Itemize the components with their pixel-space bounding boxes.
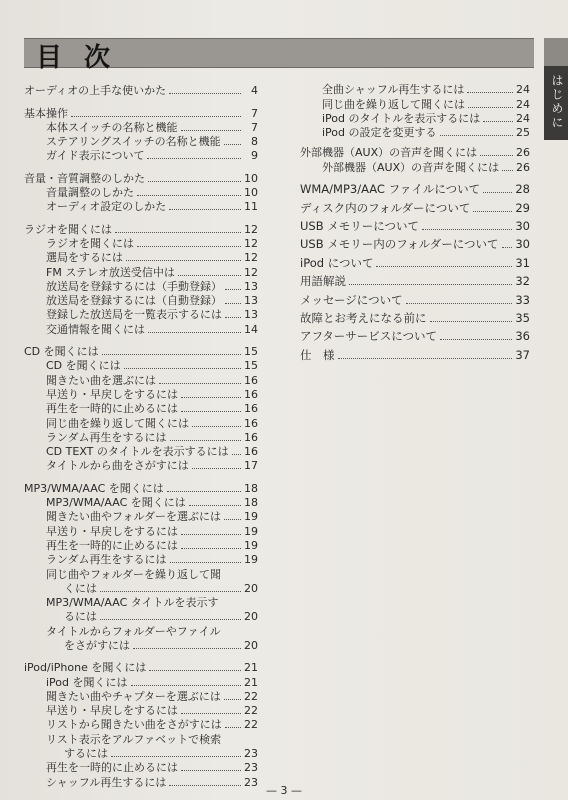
toc-entry [300, 270, 530, 288]
toc-entry-title: iPod を聞くには [46, 675, 128, 689]
toc-entry [24, 523, 258, 537]
toc-entry [24, 458, 258, 472]
toc-entry-title: ガイド表示について [46, 149, 145, 163]
toc-entry-title: 聞きたい曲やフォルダーを選ぶには [46, 510, 222, 524]
toc-entry-title: 再生を一時的に止めるには [46, 402, 178, 416]
toc-entry-title: 全曲シャッフル再生するには [322, 83, 465, 97]
toc-entry-page: 31 [515, 255, 530, 270]
toc-entry-page: 37 [515, 347, 530, 362]
toc-entry-title: iPod について [300, 255, 374, 270]
leader-dots [71, 116, 241, 117]
toc-entry-title: iPod の設定を変更する [322, 126, 437, 140]
toc-entry-page: 19 [244, 524, 258, 538]
toc-entry-page: 20 [244, 610, 258, 624]
toc-entry [300, 325, 530, 343]
toc-entry-page: 23 [244, 761, 258, 775]
leader-dots [148, 181, 241, 182]
toc-entry-title: 早送り・早戻しをするには [46, 524, 178, 538]
toc-entry-page: 30 [515, 237, 530, 252]
toc-entry-title: 用語解説 [300, 274, 346, 289]
toc-entry [24, 134, 258, 148]
toc-entry-page: 25 [516, 126, 530, 140]
toc-entry-page: 12 [244, 236, 258, 250]
toc-entry-title: 早送り・早戻しをするには [46, 387, 178, 401]
toc-entry-title: オーディオ設定のしかた [46, 200, 167, 214]
toc-entry-page: 18 [244, 481, 258, 495]
toc-entry-title: 再生を一時的に止めるには [46, 761, 178, 775]
leader-dots [225, 727, 241, 728]
toc-entry [300, 82, 530, 96]
toc-entry-title: USB メモリーについて [300, 218, 420, 233]
leader-dots [349, 284, 512, 285]
toc-entry-page: 12 [244, 265, 258, 279]
toc-entry-page: 19 [244, 538, 258, 552]
toc-entry [24, 221, 258, 235]
toc-entry [24, 717, 258, 731]
toc-entry-page: 18 [244, 496, 258, 510]
toc-entry [24, 760, 258, 774]
section-tab-top [544, 38, 568, 66]
toc-entry-title: 早送り・早戻しをするには [46, 704, 178, 718]
toc-entry [24, 703, 258, 717]
toc-entry [24, 746, 258, 760]
leader-dots [147, 158, 241, 159]
toc-entry-page: 13 [244, 308, 258, 322]
toc-entry [300, 96, 530, 110]
toc-entry [300, 233, 530, 251]
toc-entry [24, 344, 258, 358]
leader-dots [133, 648, 241, 649]
leader-dots [131, 685, 241, 686]
leader-dots [170, 562, 241, 563]
toc-entry-page: 22 [244, 718, 258, 732]
toc-entry [24, 293, 258, 307]
toc-entry-title: リスト表示をアルファベットで検索 [46, 732, 222, 746]
toc-entry-title: リストから聞きたい曲をさがすには [46, 718, 222, 732]
toc-entry-page: 30 [515, 218, 530, 233]
toc-entry [24, 552, 258, 566]
toc-entry-title: 故障とお考えになる前に [300, 310, 427, 325]
toc-entry-title: ラジオを聞くには [46, 236, 134, 250]
toc-entry [24, 387, 258, 401]
leader-dots [181, 397, 241, 398]
toc-entry-page: 17 [244, 459, 258, 473]
toc-entry [24, 264, 258, 278]
page-number: — 3 — [266, 784, 302, 797]
toc-entry-title: WMA/MP3/AAC ファイルについて [300, 182, 481, 197]
toc-entry [24, 236, 258, 250]
toc-entry-title: 放送局を登録するには（手動登録） [46, 279, 222, 293]
toc-entry [24, 148, 258, 162]
toc-entry [24, 120, 258, 134]
leader-dots [376, 266, 512, 267]
leader-dots [137, 195, 241, 196]
toc-entry [24, 638, 258, 652]
toc-entry [24, 358, 258, 372]
toc-entry [24, 495, 258, 509]
toc-entry [24, 321, 258, 335]
toc-entry-page: 12 [244, 251, 258, 265]
toc-entry-page: 19 [244, 553, 258, 567]
toc-entry-title: 交通情報を聞くには [46, 322, 145, 336]
toc-entry [300, 196, 530, 214]
section-tab-label: はじめに [550, 74, 564, 130]
toc-entry-title: オーディオの上手な使いかた [24, 84, 167, 98]
toc-entry-title: 外部機器（AUX）の音声を聞くには [300, 146, 478, 160]
toc-entry [24, 566, 258, 580]
leader-dots [148, 332, 241, 333]
leader-dots [149, 670, 241, 671]
toc-entry-page: 26 [516, 160, 530, 174]
leader-dots [422, 229, 512, 230]
leader-dots [483, 121, 513, 122]
toc-entry-page: 9 [251, 149, 258, 163]
toc-entry [300, 159, 530, 173]
toc-entry-title: ディスク内のフォルダーについて [300, 200, 471, 215]
toc-entry-page: 24 [516, 97, 530, 111]
toc-entry-title: FM ステレオ放送受信中は [46, 265, 175, 279]
toc-entry-page: 7 [251, 120, 258, 134]
leader-dots [468, 107, 513, 108]
toc-entry-title: 音量調整のしかた [46, 186, 134, 200]
toc-entry [24, 415, 258, 429]
toc-entry-title: ステアリングスイッチの名称と機能 [46, 135, 221, 149]
toc-entry [24, 480, 258, 494]
toc-right-column [300, 82, 530, 362]
title-bar [24, 38, 534, 73]
toc-entry-title: 基本操作 [24, 106, 68, 120]
leader-dots [181, 770, 241, 771]
leader-dots [137, 246, 241, 247]
toc-entry-title: 外部機器（AUX）の音声を聞くには [322, 160, 500, 174]
leader-dots [181, 130, 241, 131]
toc-entry [24, 595, 258, 609]
toc-entry-page: 7 [251, 106, 258, 120]
toc-entry-page: 16 [244, 416, 258, 430]
toc-entry-page: 21 [244, 661, 258, 675]
toc-entry [24, 623, 258, 637]
leader-dots [115, 232, 241, 233]
toc-entry [24, 731, 258, 745]
toc-entry-title: 本体スイッチの名称と機能 [46, 120, 178, 134]
leader-dots [100, 591, 241, 592]
leader-dots [181, 713, 241, 714]
leader-dots [181, 534, 241, 535]
toc-entry-page: 28 [515, 182, 530, 197]
leader-dots [225, 303, 241, 304]
toc-entry [300, 145, 530, 159]
toc-entry-page: 4 [251, 84, 258, 98]
leader-dots [224, 699, 241, 700]
toc-left-column [24, 82, 258, 789]
toc-entry [24, 609, 258, 623]
toc-entry [24, 660, 258, 674]
toc-entry-page: 16 [244, 445, 258, 459]
leader-dots [100, 619, 241, 620]
toc-entry-page: 10 [244, 186, 258, 200]
leader-dots [232, 454, 241, 455]
leader-dots [189, 505, 241, 506]
toc-entry [24, 185, 258, 199]
toc-entry [300, 125, 530, 139]
toc-entry-page: 10 [244, 171, 258, 185]
leader-dots [102, 354, 241, 355]
toc-entry-page: 11 [244, 200, 258, 214]
leader-dots [170, 440, 241, 441]
toc-entry-title: CD を聞くには [24, 345, 99, 359]
leader-dots [338, 358, 513, 359]
toc-entry-page: 13 [244, 294, 258, 308]
toc-entry-title: USB メモリー内のフォルダーについて [300, 237, 499, 252]
toc-entry [300, 288, 530, 306]
leader-dots [111, 756, 241, 757]
toc-entry-title: をさがすには [64, 638, 130, 652]
toc-entry-title: CD を聞くには [46, 359, 121, 373]
leader-dots [178, 275, 241, 276]
toc-entry-title: 放送局を登録するには（自動登録） [46, 294, 222, 308]
toc-entry [24, 581, 258, 595]
toc-entry-page: 16 [244, 387, 258, 401]
leader-dots [192, 468, 241, 469]
toc-entry-title: 同じ曲を繰り返して聞くには [46, 416, 189, 430]
toc-entry-title: 同じ曲やフォルダーを繰り返して聞 [46, 567, 222, 581]
toc-entry-page: 16 [244, 430, 258, 444]
toc-entry-title: 聞きたい曲を選ぶには [46, 373, 156, 387]
toc-entry [24, 170, 258, 184]
toc-entry-page: 26 [516, 146, 530, 160]
toc-entry-page: 29 [515, 200, 530, 215]
toc-entry-title: MP3/WMA/AAC タイトルを表示す [46, 596, 219, 610]
toc-entry [300, 178, 530, 196]
leader-dots [181, 548, 241, 549]
leader-dots [502, 170, 513, 171]
toc-entry [300, 111, 530, 125]
toc-entry-page: 16 [244, 402, 258, 416]
toc-entry-title: シャッフル再生するには [46, 775, 167, 789]
toc-entry-title: アフターサービスについて [300, 329, 437, 344]
toc-entry-page: 33 [515, 292, 530, 307]
toc-entry-title: ラジオを聞くには [24, 222, 112, 236]
toc-entry [24, 430, 258, 444]
toc-entry-title: 同じ曲を繰り返して聞くには [322, 97, 465, 111]
toc-entry [24, 307, 258, 321]
leader-dots [224, 519, 241, 520]
toc-entry-page: 32 [515, 274, 530, 289]
toc-entry-page: 15 [244, 345, 258, 359]
toc-entry-title: ランダム再生をするには [46, 553, 167, 567]
toc-entry [24, 674, 258, 688]
leader-dots [124, 368, 241, 369]
leader-dots [430, 321, 513, 322]
toc-entry-page: 36 [515, 329, 530, 344]
toc-entry [24, 105, 258, 119]
leader-dots [440, 339, 512, 340]
toc-entry-page: 22 [244, 689, 258, 703]
toc-entry [24, 199, 258, 213]
toc-entry [24, 279, 258, 293]
leader-dots [406, 303, 513, 304]
toc-entry-title: 登録した放送局を一覧表示するには [46, 308, 222, 322]
toc-entry [24, 444, 258, 458]
leader-dots [483, 192, 512, 193]
leader-dots [473, 211, 512, 212]
toc-entry-page: 19 [244, 510, 258, 524]
toc-entry-title: MP3/WMA/AAC を聞くには [24, 481, 164, 495]
page-title: 目次 [36, 43, 133, 73]
leader-dots [169, 209, 241, 210]
toc-entry-page: 13 [244, 279, 258, 293]
leader-dots [467, 92, 513, 93]
toc-entry-page: 24 [516, 83, 530, 97]
toc-entry-title: 音量・音質調整のしかた [24, 171, 145, 185]
toc-entry-title: メッセージについて [300, 292, 403, 307]
toc-entry [24, 509, 258, 523]
toc-entry [24, 372, 258, 386]
toc-entry-page: 20 [244, 638, 258, 652]
toc-entry-title: MP3/WMA/AAC を聞くには [46, 496, 186, 510]
toc-entry-page: 35 [515, 310, 530, 325]
toc-entry-title: タイトルから曲をさがすには [46, 459, 189, 473]
toc-entry-page: 24 [516, 111, 530, 125]
toc-entry-title: 聞きたい曲やチャプターを選ぶには [46, 689, 221, 703]
leader-dots [225, 289, 241, 290]
leader-dots [480, 155, 513, 156]
toc-entry [24, 83, 258, 97]
toc-entry-title: するには [64, 747, 108, 761]
leader-dots [225, 317, 241, 318]
toc-entry-title: iPod のタイトルを表示するには [322, 111, 481, 125]
toc-entry-page: 15 [244, 359, 258, 373]
toc-entry [300, 251, 530, 269]
leader-dots [192, 426, 241, 427]
toc-entry-page: 12 [244, 222, 258, 236]
toc-entry-page: 23 [244, 775, 258, 789]
toc-entry-page: 21 [244, 675, 258, 689]
toc-entry-title: 再生を一時的に止めるには [46, 538, 178, 552]
toc-entry-page: 16 [244, 373, 258, 387]
leader-dots [159, 383, 241, 384]
toc-entry [24, 689, 258, 703]
toc-entry [24, 250, 258, 264]
toc-entry-page: 22 [244, 704, 258, 718]
toc-entry-page: 20 [244, 581, 258, 595]
toc-entry [300, 307, 530, 325]
toc-entry-title: タイトルからフォルダーやファイル [46, 624, 221, 638]
leader-dots [224, 144, 241, 145]
toc-entry-title: iPod/iPhone を聞くには [24, 661, 147, 675]
toc-entry [300, 343, 530, 361]
toc-entry-title: ランダム再生をするには [46, 430, 167, 444]
toc-entry-title: 仕 様 [300, 347, 335, 362]
leader-dots [440, 135, 513, 136]
leader-dots [181, 411, 241, 412]
toc-entry-title: 選局をするには [46, 251, 123, 265]
toc-entry-title: CD TEXT のタイトルを表示するには [46, 445, 229, 459]
toc-entry-page: 23 [244, 747, 258, 761]
leader-dots [167, 491, 241, 492]
leader-dots [126, 260, 241, 261]
toc-entry-page: 8 [251, 135, 258, 149]
toc-entry-title: るには [64, 610, 97, 624]
toc-entry-title: くには [64, 581, 97, 595]
toc-entry [24, 538, 258, 552]
toc-entry [300, 215, 530, 233]
leader-dots [169, 93, 241, 94]
leader-dots [502, 247, 513, 248]
toc-entry-page: 14 [244, 322, 258, 336]
toc-entry [24, 401, 258, 415]
